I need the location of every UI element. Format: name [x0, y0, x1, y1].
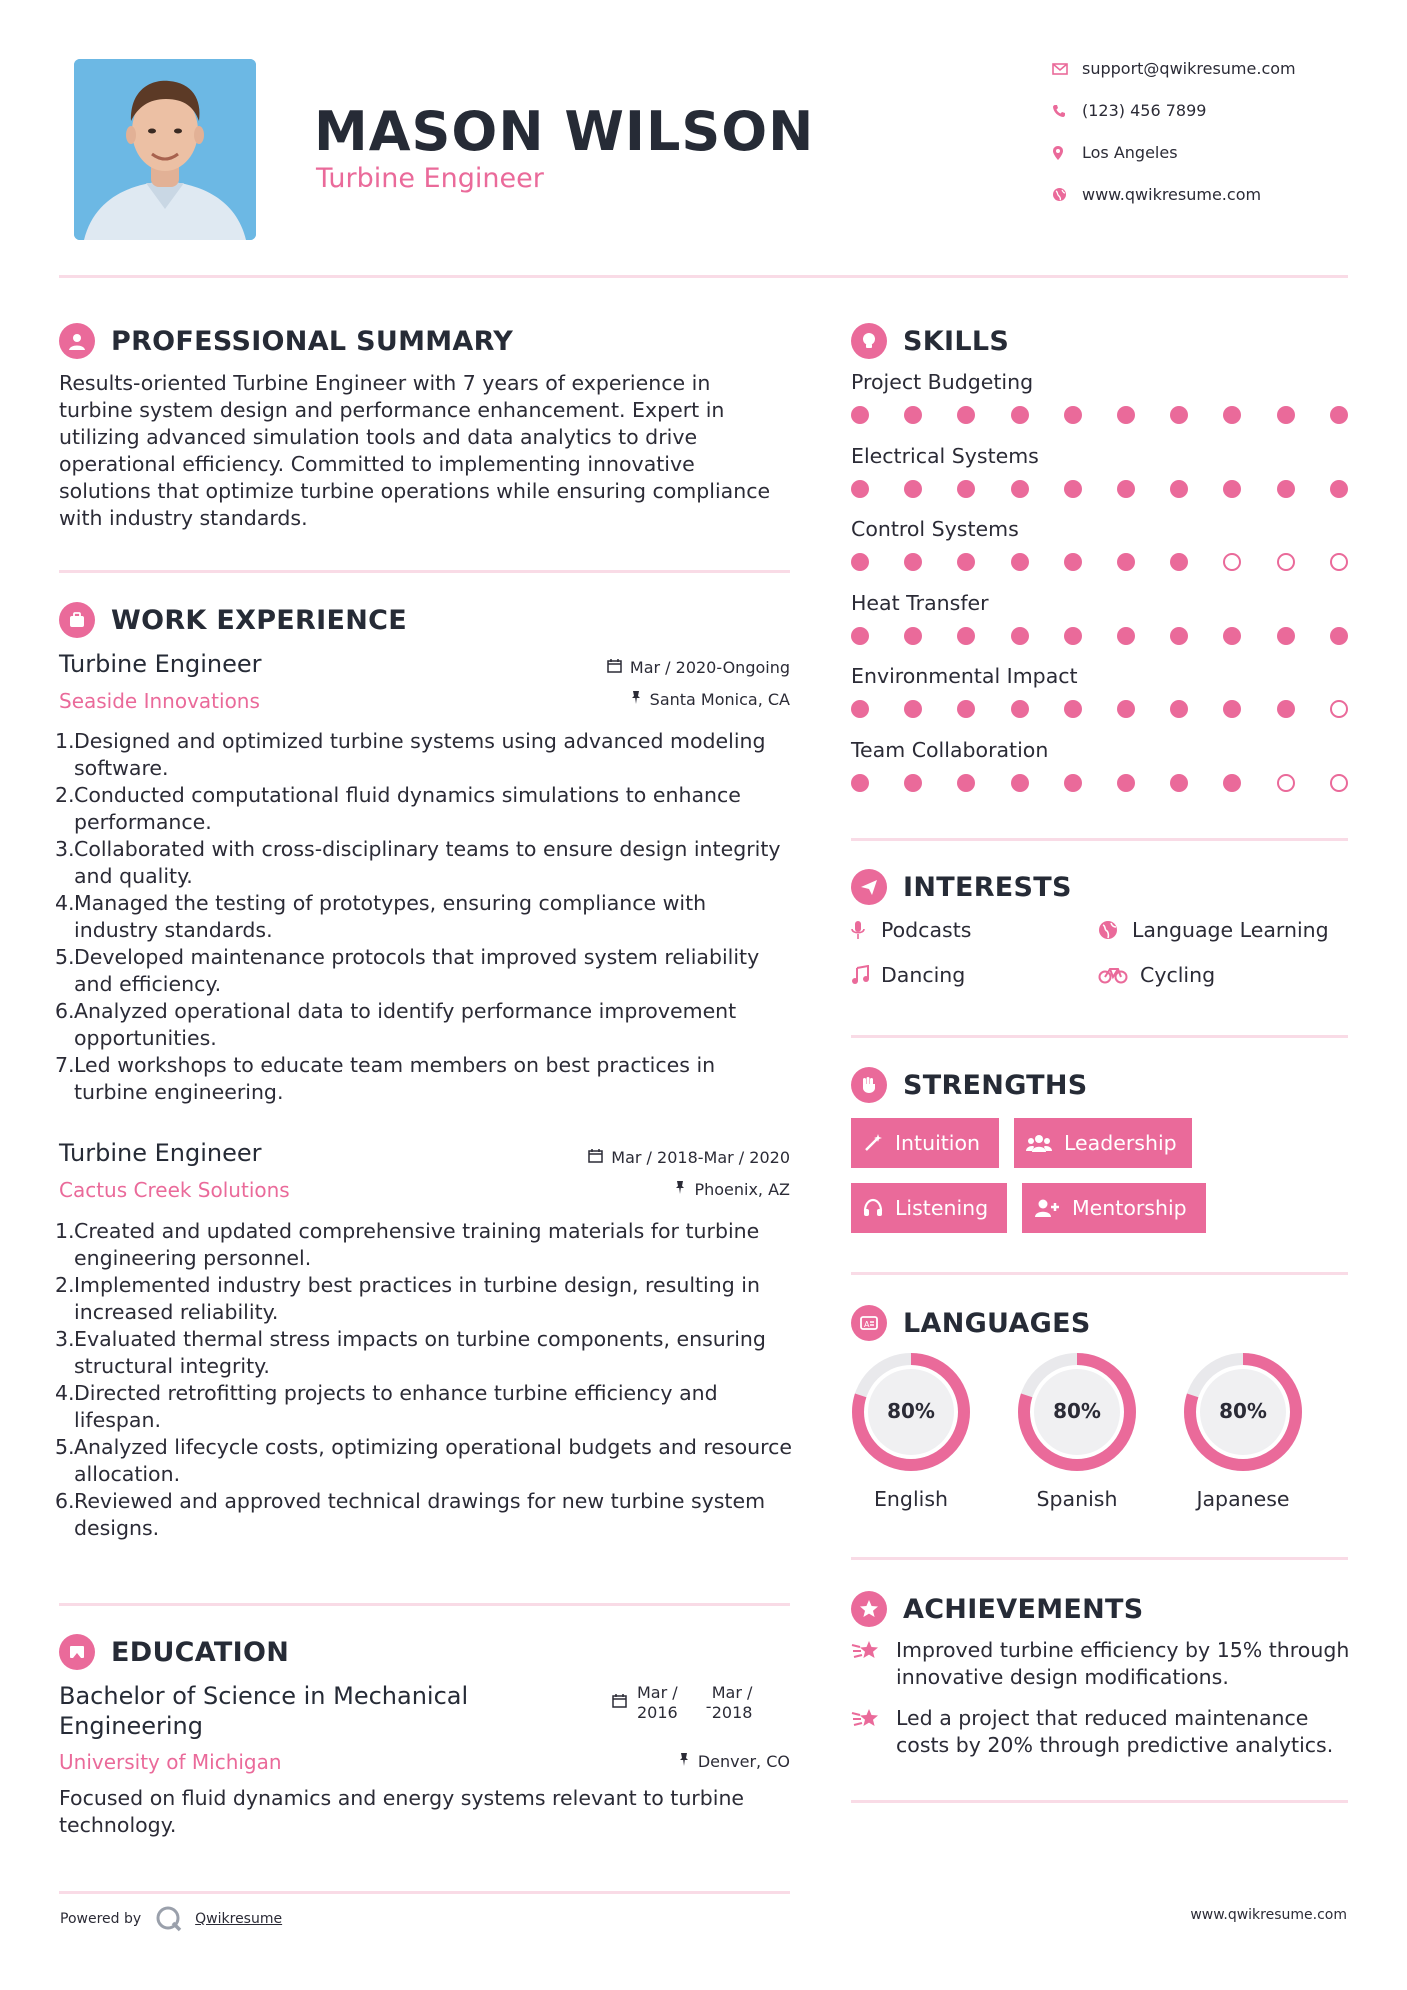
job-1-dates-text: Mar / 2020-Ongoing	[629, 658, 790, 677]
interest-label: Language Learning	[1132, 918, 1329, 942]
responsibility-text: Reviewed and approved technical drawings for new turbine system designs.	[74, 1489, 766, 1540]
responsibility-number: 5.	[55, 1435, 75, 1459]
summary-heading	[59, 323, 513, 359]
responsibility-text: Created and updated comprehensive training materials for turbine engineering personnel.	[74, 1219, 760, 1270]
language-name: English	[873, 1487, 949, 1511]
responsibility-number: 3.	[55, 1327, 75, 1351]
job-2-dates-text: Mar / 2018-Mar / 2020	[611, 1148, 790, 1167]
responsibility-item	[55, 944, 790, 998]
job-2-location	[674, 1180, 790, 1199]
microphone-icon	[851, 920, 871, 940]
strength-label: Mentorship	[1072, 1196, 1187, 1220]
responsibility-text: Developed maintenance protocols that improved system reliability and efficiency.	[74, 945, 760, 996]
contact-phone[interactable]	[1052, 101, 1206, 120]
interest-label: Podcasts	[881, 918, 972, 942]
skill-dot-filled	[1011, 406, 1029, 424]
responsibility-number: 6.	[55, 999, 75, 1023]
responsibility-text: Evaluated thermal stress impacts on turbine components, ensuring structural integrity.	[74, 1327, 766, 1378]
skill-dot-filled	[1064, 700, 1082, 718]
fist-icon	[851, 1067, 887, 1103]
skill-dot-empty	[1330, 700, 1348, 718]
skill-dot-filled	[1223, 480, 1241, 498]
skill-name: Heat Transfer	[851, 590, 989, 615]
education-heading	[59, 1634, 289, 1670]
education-dates	[612, 1683, 752, 1723]
skill-dot-filled	[1277, 627, 1295, 645]
skill-dot-filled	[957, 700, 975, 718]
responsibility-item	[55, 1488, 795, 1542]
responsibility-number: 3.	[55, 837, 75, 861]
skill-dot-filled	[851, 700, 869, 718]
footer-website[interactable]: www.qwikresume.com	[1190, 1907, 1347, 1923]
skill-dot-filled	[1223, 406, 1241, 424]
education-end-month: Mar /	[711, 1683, 753, 1702]
strengths-title: STRENGTHS	[903, 1069, 1088, 1101]
responsibility-text: Designed and optimized turbine systems using advanced modeling software.	[74, 729, 766, 780]
summary-title: PROFESSIONAL SUMMARY	[111, 325, 514, 357]
skill-dot-filled	[1170, 627, 1188, 645]
responsibility-text: Managed the testing of prototypes, ensuring compliance with industry standards.	[74, 891, 707, 942]
responsibility-text: Conducted computational fluid dynamics simulations to enhance performance.	[74, 783, 741, 834]
responsibility-item	[55, 728, 790, 782]
achievements-heading	[851, 1591, 1144, 1627]
shooting-star-icon	[851, 1705, 896, 1737]
skill-dot-filled	[1064, 627, 1082, 645]
interest-label: Cycling	[1140, 963, 1216, 987]
summary-divider	[59, 570, 790, 573]
skill-dot-filled	[1170, 774, 1188, 792]
skill-dot-filled	[1223, 774, 1241, 792]
candidate-title: Turbine Engineer	[316, 163, 544, 194]
skills-heading	[851, 323, 1009, 359]
magic-wand-icon	[863, 1133, 883, 1153]
responsibility-item	[55, 1380, 795, 1434]
achievements-divider	[851, 1800, 1348, 1803]
responsibility-text: Analyzed operational data to identify performance improvement opportunities.	[74, 999, 737, 1050]
responsibility-item	[55, 998, 790, 1052]
skill-dot-filled	[1064, 553, 1082, 571]
briefcase-icon	[59, 602, 95, 638]
responsibility-number: 5.	[55, 945, 75, 969]
skill-dot-empty	[1330, 553, 1348, 571]
skill-dot-filled	[904, 774, 922, 792]
contact-email[interactable]	[1052, 59, 1296, 78]
work-divider	[59, 1603, 790, 1606]
pin-icon	[674, 1180, 686, 1199]
skills-divider	[851, 838, 1348, 841]
skill-dot-filled	[904, 553, 922, 571]
skill-dot-filled	[904, 627, 922, 645]
user-icon	[59, 323, 95, 359]
users-icon	[1026, 1133, 1052, 1153]
lightbulb-icon	[851, 323, 887, 359]
responsibility-text: Led workshops to educate team members on best practices in turbine engineering.	[74, 1053, 716, 1104]
responsibility-item	[55, 1434, 795, 1488]
contact-website-text: www.qwikresume.com	[1082, 185, 1262, 204]
skill-dot-filled	[851, 774, 869, 792]
responsibility-item	[55, 1052, 790, 1106]
svg-text:A: A	[864, 1320, 870, 1329]
skill-dot-filled	[957, 406, 975, 424]
skill-name: Control Systems	[851, 517, 1019, 541]
strengths-divider	[851, 1272, 1348, 1275]
skill-dot-filled	[1170, 480, 1188, 498]
skill-dot-filled	[1170, 553, 1188, 571]
powered-by-text: Powered by	[60, 1911, 142, 1927]
skill-dot-empty	[1277, 553, 1295, 571]
interest-label: Dancing	[881, 963, 966, 987]
skill-dot-filled	[1011, 553, 1029, 571]
skill-dot-filled	[904, 480, 922, 498]
skill-dot-filled	[1277, 406, 1295, 424]
calendar-icon	[607, 658, 622, 677]
education-degree: Bachelor of Science in Mechanical Engineering	[59, 1682, 469, 1740]
skill-dot-filled	[1117, 406, 1135, 424]
achievements-title: ACHIEVEMENTS	[903, 1593, 1144, 1625]
skill-dot-filled	[851, 627, 869, 645]
responsibility-text: Collaborated with cross-disciplinary teams to ensure design integrity and quality.	[74, 837, 781, 888]
responsibility-item	[55, 782, 790, 836]
job-2-title: Turbine Engineer	[59, 1139, 262, 1167]
skill-dot-filled	[1330, 480, 1348, 498]
strength-intuition	[851, 1118, 999, 1168]
headphones-icon	[863, 1198, 883, 1218]
envelope-icon	[1052, 63, 1082, 75]
skill-dot-filled	[1223, 700, 1241, 718]
skill-dot-filled	[957, 553, 975, 571]
user-plus-icon	[1034, 1198, 1060, 1218]
responsibility-number: 2.	[55, 783, 75, 807]
pin-icon	[678, 1752, 690, 1771]
skill-dot-filled	[851, 553, 869, 571]
education-location-text: Denver, CO	[697, 1752, 790, 1771]
job-1-responsibilities	[55, 728, 790, 1106]
skill-dot-filled	[1117, 627, 1135, 645]
qwikresume-logo-icon	[155, 1905, 183, 1933]
skill-dot-filled	[1011, 480, 1029, 498]
skill-dot-empty	[1277, 774, 1295, 792]
education-school: University of Michigan	[59, 1750, 282, 1774]
education-title: EDUCATION	[111, 1636, 290, 1668]
language-icon	[851, 1305, 887, 1341]
profile-photo	[74, 59, 256, 240]
contact-email-text: support@qwikresume.com	[1082, 59, 1296, 78]
responsibility-item	[55, 1218, 795, 1272]
powered-by	[60, 1905, 282, 1933]
responsibility-text: Analyzed lifecycle costs, optimizing operational budgets and resource allocation.	[74, 1435, 793, 1486]
contact-phone-text: (123) 456 7899	[1082, 101, 1207, 120]
skill-dot-filled	[1330, 406, 1348, 424]
interest-cycling	[1098, 963, 1215, 987]
pin-icon	[630, 690, 642, 709]
skill-dot-filled	[1117, 553, 1135, 571]
languages-title: LANGUAGES	[903, 1307, 1091, 1339]
skill-dot-filled	[904, 406, 922, 424]
calendar-icon	[588, 1148, 603, 1167]
contact-location-text: Los Angeles	[1082, 143, 1178, 162]
skill-dot-filled	[1170, 700, 1188, 718]
skill-dot-filled	[1011, 700, 1029, 718]
achievement-text: Led a project that reduced maintenance costs by 20% through predictive analytics.	[896, 1706, 1334, 1757]
skill-dot-filled	[1277, 480, 1295, 498]
interest-dancing	[851, 963, 965, 987]
calendar-icon	[612, 1693, 627, 1712]
job-1-dates	[607, 658, 790, 677]
skill-dot-filled	[1064, 480, 1082, 498]
interests-divider	[851, 1035, 1348, 1038]
globe-icon	[1098, 920, 1118, 940]
paper-plane-icon	[851, 869, 887, 905]
languages-divider	[851, 1557, 1348, 1560]
work-title: WORK EXPERIENCE	[111, 604, 407, 636]
skill-dot-empty	[1330, 774, 1348, 792]
skill-dot-filled	[904, 700, 922, 718]
education-end-year: 2018	[711, 1703, 753, 1722]
strength-leadership	[1014, 1118, 1192, 1168]
bicycle-icon	[1098, 966, 1130, 984]
job-2-location-text: Phoenix, AZ	[694, 1180, 790, 1199]
skill-name: Electrical Systems	[851, 443, 1039, 468]
responsibility-number: 4.	[55, 891, 75, 915]
interest-podcasts	[851, 918, 971, 942]
skill-dot-filled	[1064, 774, 1082, 792]
strength-label: Leadership	[1064, 1131, 1177, 1155]
language-percent: 80%	[1219, 1399, 1267, 1423]
language-percent: 80%	[887, 1399, 935, 1423]
skill-dot-filled	[957, 774, 975, 792]
interests-heading	[851, 869, 1072, 905]
contact-website[interactable]	[1052, 185, 1261, 204]
language-name: Japanese	[1196, 1487, 1290, 1511]
skills-title: SKILLS	[903, 325, 1010, 357]
language-name: Spanish	[1036, 1487, 1118, 1511]
education-start-year: 2016	[637, 1703, 678, 1722]
skill-name: Team Collaboration	[851, 737, 1049, 762]
skill-dot-filled	[1277, 700, 1295, 718]
job-1-location	[630, 690, 790, 709]
candidate-name: MASON WILSON	[314, 100, 815, 163]
contact-location	[1052, 143, 1178, 162]
skill-dot-filled	[1117, 700, 1135, 718]
summary-text: Results-oriented Turbine Engineer with 7 years of experience in turbine system design and performance enhancement. Expert in utilizing advanced simulation tools and data analytics to drive operational efficiency. Committed to implementing innovative solutions that optimize turbine operations while ensuring compliance with industry standards.	[59, 371, 771, 530]
graduation-cap-icon	[59, 1634, 95, 1670]
job-2-responsibilities	[55, 1218, 795, 1542]
skill-dot-filled	[851, 480, 869, 498]
phone-icon	[1052, 104, 1082, 118]
responsibility-text: Implemented industry best practices in turbine design, resulting in increased reliability.	[74, 1273, 760, 1324]
skill-dot-filled	[851, 406, 869, 424]
job-2-dates	[588, 1148, 790, 1167]
education-start-month: Mar /	[637, 1683, 678, 1702]
strength-listening	[851, 1183, 1007, 1233]
skill-dot-filled	[1011, 774, 1029, 792]
responsibility-number: 1.	[55, 1219, 75, 1243]
achievement-item	[851, 1705, 1356, 1759]
skill-name: Environmental Impact	[851, 664, 1078, 688]
responsibility-item	[55, 1272, 795, 1326]
star-badge-icon	[851, 1591, 887, 1627]
skill-name: Project Budgeting	[851, 370, 1034, 394]
skill-dot-filled	[957, 480, 975, 498]
skill-dot-filled	[1170, 406, 1188, 424]
strength-mentorship	[1022, 1183, 1206, 1233]
language-percent: 80%	[1053, 1399, 1101, 1423]
skill-dot-filled	[1223, 627, 1241, 645]
responsibility-number: 2.	[55, 1273, 75, 1297]
skill-dot-filled	[1330, 627, 1348, 645]
responsibility-number: 1.	[55, 729, 75, 753]
map-pin-icon	[1052, 145, 1082, 161]
education-description: Focused on fluid dynamics and energy systems relevant to turbine technology.	[59, 1786, 745, 1837]
shooting-star-icon	[851, 1637, 896, 1669]
education-date-separator: -	[705, 1697, 712, 1716]
responsibility-text: Directed retrofitting projects to enhance turbine efficiency and lifespan.	[74, 1381, 718, 1432]
responsibility-number: 6.	[55, 1489, 75, 1513]
job-1-location-text: Santa Monica, CA	[649, 690, 790, 709]
skill-dot-filled	[1117, 480, 1135, 498]
job-1-title: Turbine Engineer	[59, 650, 262, 678]
interest-language-learning	[1098, 918, 1329, 942]
responsibility-item	[55, 836, 790, 890]
skill-dot-empty	[1223, 553, 1241, 571]
qwikresume-link[interactable]: Qwikresume	[195, 1911, 283, 1927]
skill-dot-filled	[957, 627, 975, 645]
skill-dot-filled	[1011, 627, 1029, 645]
globe-icon	[1052, 187, 1082, 202]
strength-label: Intuition	[895, 1131, 981, 1155]
education-location	[678, 1752, 790, 1771]
achievement-text: Improved turbine efficiency by 15% through innovative design modifications.	[896, 1638, 1350, 1689]
skill-dot-filled	[1064, 406, 1082, 424]
strength-label: Listening	[895, 1196, 989, 1220]
interests-title: INTERESTS	[903, 871, 1072, 903]
responsibility-item	[55, 890, 790, 944]
responsibility-number: 7.	[55, 1053, 75, 1077]
skill-dot-filled	[1117, 774, 1135, 792]
work-heading	[59, 602, 407, 638]
strengths-heading	[851, 1067, 1088, 1103]
header-divider	[59, 275, 1348, 278]
responsibility-item	[55, 1326, 795, 1380]
music-note-icon	[851, 965, 871, 985]
job-1-company: Seaside Innovations	[59, 689, 260, 713]
languages-heading	[851, 1305, 1091, 1341]
education-divider	[59, 1891, 790, 1894]
job-2-company: Cactus Creek Solutions	[59, 1178, 290, 1202]
responsibility-number: 4.	[55, 1381, 75, 1405]
achievement-item	[851, 1637, 1356, 1691]
